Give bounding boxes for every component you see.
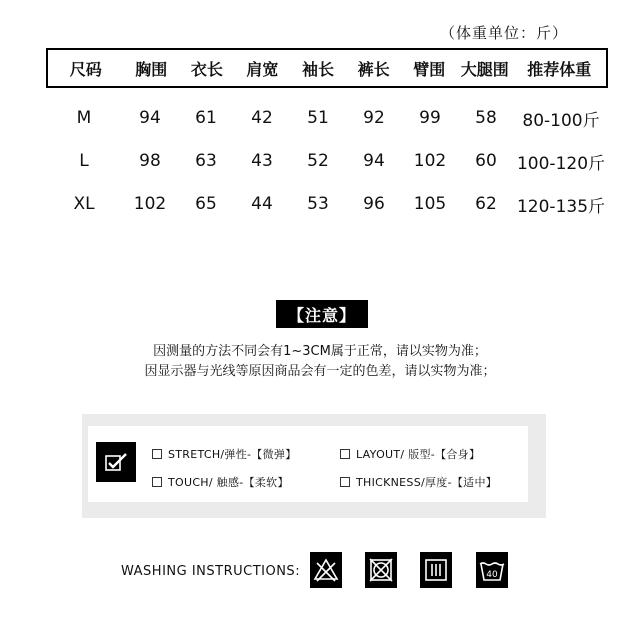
table-cell: M: [76, 108, 92, 128]
table-cell: 105: [413, 194, 447, 214]
header-size: 尺码: [69, 59, 102, 79]
table-cell: 102: [413, 151, 447, 171]
no-tumble-dry-icon: [365, 552, 397, 588]
table-cell: 94: [139, 108, 161, 128]
table-cell: 52: [307, 151, 329, 171]
property-stretch: [152, 446, 297, 462]
checkbox-icon: [340, 477, 350, 487]
property-layout: [340, 446, 480, 462]
checkbox-icon: [340, 449, 350, 459]
table-cell: 65: [195, 194, 217, 214]
table-cell: 58: [475, 108, 497, 128]
property-touch: [152, 474, 289, 490]
table-cell: 96: [363, 194, 385, 214]
property-touch-label: TOUCH/ 触感-【柔软】: [168, 476, 289, 489]
property-thickness: [340, 474, 497, 490]
table-row: [46, 106, 608, 130]
header-length: 衣长: [190, 59, 223, 79]
washing-label: WASHING INSTRUCTIONS:: [121, 564, 301, 579]
table-cell: 98: [139, 151, 161, 171]
no-bleach-icon: [310, 552, 342, 588]
wash-temp-label: 40: [486, 570, 498, 580]
table-cell: 42: [251, 108, 273, 128]
table-cell: 100-120斤: [516, 153, 606, 174]
header-arm: 臂围: [413, 59, 446, 79]
property-stretch-label: STRETCH/弹性-【微弹】: [168, 448, 297, 461]
notice-line: 因测量的方法不同会有1~3CM属于正常，请以实物为准；: [153, 344, 487, 359]
property-layout-label: LAYOUT/ 版型-【合身】: [356, 448, 481, 461]
header-pants-length: 裤长: [357, 59, 390, 79]
table-cell: 99: [419, 108, 441, 128]
table-cell: 80-100斤: [522, 110, 600, 131]
table-cell: 94: [363, 151, 385, 171]
header-weight: 推荐体重: [527, 59, 592, 79]
size-table-header: [46, 48, 608, 88]
property-thickness-label: THICKNESS/厚度-【适中】: [356, 476, 498, 489]
header-sleeve: 袖长: [302, 59, 335, 79]
checkbox-icon: [152, 449, 162, 459]
table-cell: 43: [251, 151, 273, 171]
table-cell: L: [79, 151, 89, 171]
header-shoulder: 肩宽: [246, 59, 279, 79]
unit-note: （体重单位：斤）: [440, 24, 569, 42]
header-thigh: 大腿围: [460, 59, 509, 79]
checkbox-icon: [152, 477, 162, 487]
table-cell: 60: [475, 151, 497, 171]
table-cell: 63: [195, 151, 217, 171]
table-cell: 102: [133, 194, 167, 214]
table-cell: 92: [363, 108, 385, 128]
checkmark-icon: [96, 442, 136, 482]
table-cell: XL: [73, 194, 95, 214]
header-chest: 胸围: [135, 59, 168, 79]
notice-title: 【注意】: [276, 300, 368, 328]
table-cell: 62: [475, 194, 497, 214]
table-cell: 61: [195, 108, 217, 128]
table-cell: 44: [251, 194, 273, 214]
notice-line: 因显示器与光线等原因商品会有一定的色差，请以实物为准；: [144, 364, 496, 379]
table-cell: 53: [307, 194, 329, 214]
table-cell: 120-135斤: [516, 196, 606, 217]
drip-dry-icon: [420, 552, 452, 588]
properties-card: [88, 426, 528, 502]
wash-40-icon: [476, 552, 508, 588]
table-row: [46, 149, 608, 173]
table-row: [46, 192, 608, 216]
properties-panel: [82, 414, 546, 518]
table-cell: 51: [307, 108, 329, 128]
